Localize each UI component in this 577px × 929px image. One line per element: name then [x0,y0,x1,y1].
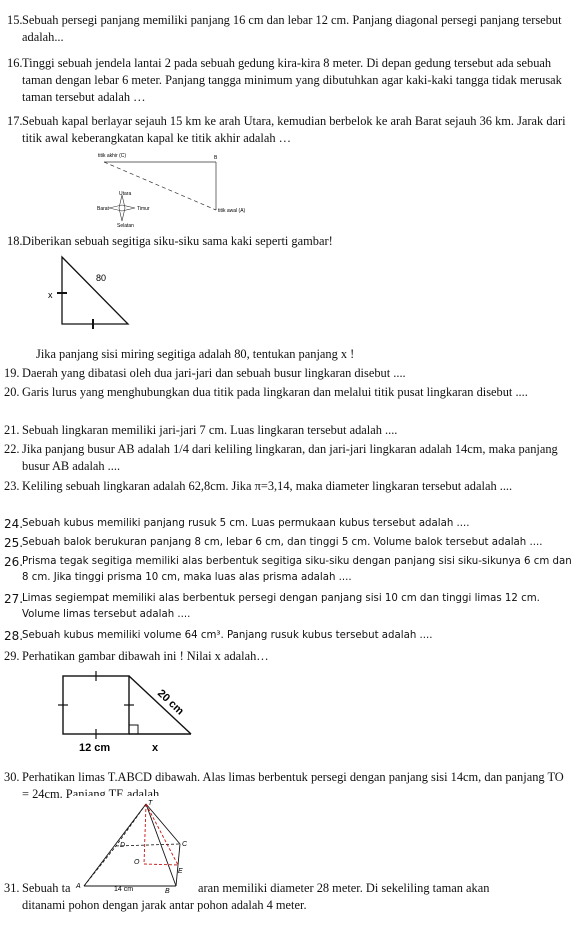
vertex-d-label: D [120,842,126,849]
point-b-label: B [214,155,218,161]
question-number: 24. [4,517,24,531]
question-number: 20. [4,385,20,399]
slant-te [146,804,178,865]
question-23 [0,478,566,495]
question-text: Sebuah kubus memiliki panjang rusuk 5 cm. Luas permukaan kubus tersebut adalah .... [22,518,470,529]
compass-icon [109,195,135,221]
question-text: Keliling sebuah lingkaran adalah 62,8cm. Jika π=3,14, maka diameter lingkaran tersebut adalah .... [22,479,513,493]
vertex-t-label: T [148,800,153,807]
pyramid-figure [72,796,196,898]
question-text: Diberikan sebuah segitiga siku-siku sama kaki seperti gambar! [22,234,333,248]
edge-tb [146,804,176,886]
question-number: 23. [4,479,20,493]
vertex-b-label: B [165,888,170,895]
start-point-label: titik awal (A) [218,208,246,214]
edge-tc [146,804,180,844]
question-number: 16. [7,56,23,70]
edge-dc [116,844,180,846]
x-label: x [152,742,159,754]
question-number: 26. [4,555,24,569]
edge-ad [84,846,116,886]
center-o-label: O [134,859,140,866]
question-29 [0,648,566,665]
question-number: 22. [4,442,20,456]
question-text: Sebuah lingkaran memiliki jari-jari 7 cm. Luas lingkaran tersebut adalah .... [22,423,398,437]
route-direct [104,162,216,210]
question-text: Sebuah persegi panjang memiliki panjang 16 cm dan lebar 12 cm. Panjang diagonal persegi panjang tersebut adalah... [22,13,562,44]
question-text: Limas segiempat memiliki alas berbentuk persegi dengan panjang sisi 10 cm dan tinggi limas 12 cm. Volume limas tersebut adalah .... [22,593,540,620]
question-text: Prisma tegak segitiga memiliki alas berbentuk segitiga siku-siku dengan panjang sisi siku-sikunya 6 cm dan 8 cm. Jika tinggi prisma 10 cm, maka luas alas prisma adalah .... [22,556,572,583]
question-number: 17. [7,114,23,128]
question-text: Perhatikan limas T.ABCD dibawah. Alas limas berbentuk persegi dengan panjang sisi 14cm, dan panjang TO = 24cm. Panjang TE adalah… [22,770,564,801]
vertex-c-label: C [182,841,188,848]
question-19 [0,365,566,382]
question-25 [0,535,570,551]
question-15 [0,12,566,46]
height-to [144,804,146,864]
question-text: Tinggi sebuah jendela lantai 2 pada sebuah gedung kira-kira 8 meter. Di depan gedung tersebut ada sebuah taman dengan lebar 6 meter. Panjang tangga minimum yang dibutuhkan agar kaki-kaki tangga tidak merusak taman tersebut adalah … [22,56,562,104]
question-number: 31. [4,881,20,895]
question-text: Perhatikan gambar dibawah ini ! Nilai x adalah… [22,649,269,663]
triangle [62,257,128,324]
question-text: Jika panjang sisi miring segitiga adalah 80, tentukan panjang x ! [36,347,355,361]
rectangle [63,676,129,734]
question-text: Sebuah kapal berlayar sejauh 15 km ke arah Utara, kemudian berbelok ke arah Barat sejauh 36 km. Jarak dari titik awal keberangkatan kapal ke titik akhir adalah … [22,114,566,145]
question-number: 25. [4,536,24,550]
east-label: Timur [137,206,150,212]
question-28 [0,628,566,644]
question-20 [0,384,566,401]
edge-td [116,804,146,846]
south-label: Selatan [117,223,134,229]
question-text-end: aran memiliki diameter 28 meter. Di sekeliling taman akan [198,881,490,895]
question-text: Sebuah balok berukuran panjang 8 cm, lebar 6 cm, dan tinggi 5 cm. Volume balok tersebut adalah .... [22,537,543,548]
question-number: 15. [7,13,23,27]
isosceles-triangle-figure [40,252,140,332]
question-number: 29. [4,649,20,663]
question-21 [0,422,566,439]
west-label: Barat [97,206,109,212]
question-text: Jika panjang busur AB adalah 1/4 dari keliling lingkaran, dan jari-jari lingkaran adalah 14cm, maka panjang busur AB adalah .... [22,442,558,473]
side-label: x [48,290,53,300]
vertex-a-label: A [76,883,81,890]
hypotenuse-label: 20 cm [154,687,186,718]
question-number: 21. [4,423,20,437]
end-point-label: titik akhir (C) [98,153,127,159]
question-number: 18. [7,234,23,248]
side-length-label: 14 cm [114,886,134,893]
base-label: 12 cm [79,742,111,754]
hypotenuse-label: 80 [96,273,107,283]
question-22 [0,441,566,475]
ship-route-figure [90,148,280,230]
question-number: 19. [4,366,20,380]
rectangle-triangle-figure [55,668,200,760]
question-text-start: Sebuah ta [22,881,71,895]
question-text: Garis lurus yang menghubungkan dua titik pada lingkaran dan melalui titik pusat lingkaran disebut .... [22,385,528,399]
question-17 [0,113,566,147]
right-angle-marker [129,725,138,734]
question-number: 30. [4,770,20,784]
question-text-line2: ditanami pohon dengan jarak antar pohon adalah 4 meter. [22,898,307,912]
question-number: 27. [4,592,24,606]
question-24 [0,516,570,532]
question-number: 28. [4,629,24,643]
question-18-continued [0,346,566,363]
point-e-label: E [178,868,183,875]
line-oe [144,864,178,865]
question-26 [0,554,572,586]
question-text: Daerah yang dibatasi oleh dua jari-jari dan sebuah busur lingkaran disebut .... [22,366,406,380]
question-27 [0,591,566,623]
question-text: Sebuah kubus memiliki volume 64 cm³. Panjang rusuk kubus tersebut adalah .... [22,630,433,641]
north-label: Utara [119,191,132,197]
question-18 [0,233,566,250]
question-16 [0,55,566,106]
